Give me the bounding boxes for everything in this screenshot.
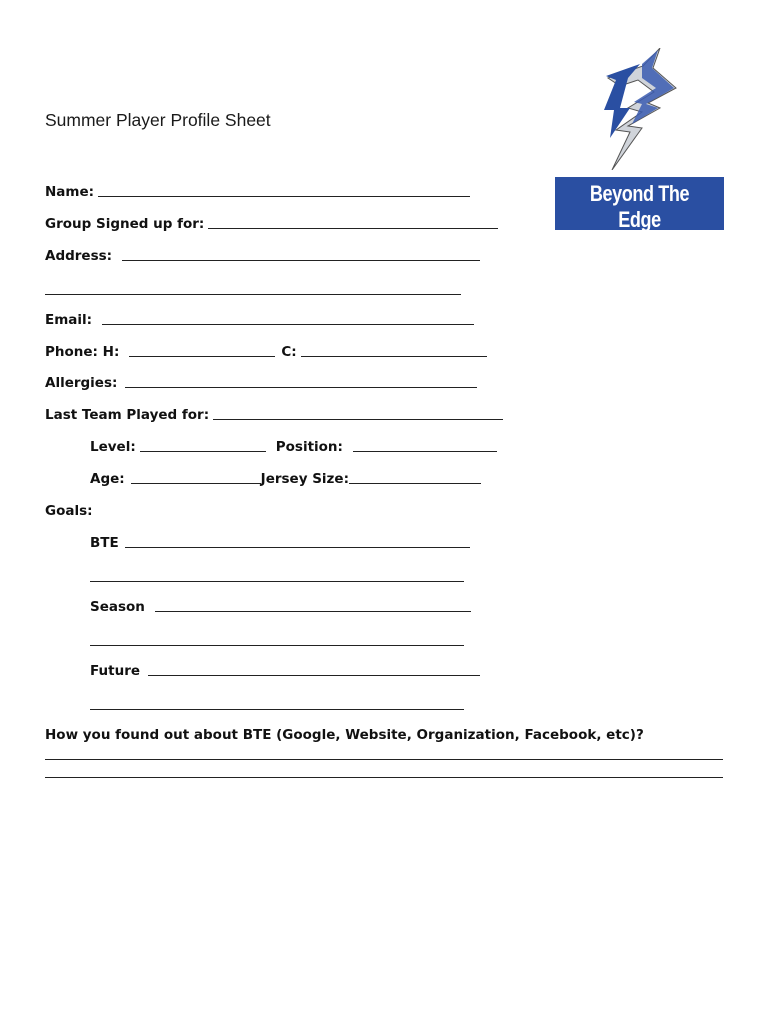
allergies-field[interactable]: Allergies: [45,375,477,391]
season-goal-field[interactable]: Season [90,599,471,615]
brand-subtitle: Hockey Development LLC [583,231,696,243]
last-team-line[interactable] [213,418,503,420]
page-title: Summer Player Profile Sheet [45,110,271,130]
referral-line-1[interactable] [45,759,723,760]
level-position-field[interactable]: Level: Position: [90,439,497,455]
referral-question: How you found out about BTE (Google, Website, Organization, Facebook, etc)? [45,727,644,743]
season-goal-line[interactable] [155,610,471,612]
bte-goal-line-2[interactable] [90,581,464,582]
bte-goal-field[interactable]: BTE [90,535,470,551]
brand-logo-box [555,177,724,243]
home-phone-line[interactable] [129,355,275,357]
group-field[interactable]: Group Signed up for: [45,216,498,232]
bte-lightning-logo-icon [598,48,680,170]
future-goal-line-2[interactable] [90,709,464,710]
level-line[interactable] [140,450,266,452]
last-team-field[interactable]: Last Team Played for: [45,407,503,423]
season-goal-line-2[interactable] [90,645,464,646]
position-line[interactable] [353,450,497,452]
email-field[interactable]: Email: [45,312,474,328]
brand-name: Beyond The Edge [589,181,690,232]
future-goal-line[interactable] [148,674,480,676]
email-line[interactable] [102,323,474,325]
goals-label: Goals: [45,503,93,519]
age-line[interactable] [131,482,261,484]
address-line-2[interactable] [45,294,461,295]
age-jersey-field[interactable]: Age: Jersey Size: [90,471,481,487]
phone-field[interactable]: Phone: H: C: [45,344,487,360]
address-line[interactable] [122,259,480,261]
jersey-line[interactable] [349,482,481,484]
bte-goal-line[interactable] [125,546,470,548]
name-field[interactable]: Name: [45,184,470,200]
allergies-line[interactable] [125,386,477,388]
referral-line-2[interactable] [45,777,723,778]
name-line[interactable] [98,195,470,197]
group-line[interactable] [208,227,498,229]
cell-phone-line[interactable] [301,355,487,357]
address-field[interactable]: Address: [45,248,480,264]
future-goal-field[interactable]: Future [90,663,480,679]
